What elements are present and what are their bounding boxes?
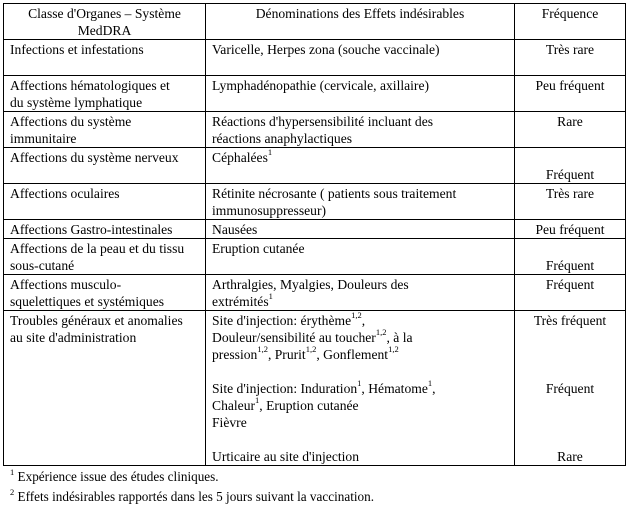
header-effect-names: Dénominations des Effets indésirables — [206, 4, 515, 40]
effect-cell: Arthralgies, Myalgies, Douleurs des extrémités$^1$ — [206, 275, 515, 311]
effect-cell: Eruption cutanée — [206, 239, 515, 275]
frequency-cell: Rare — [515, 112, 626, 148]
frequency-cell: Fréquent — [515, 275, 626, 311]
effect-cell: Lymphadénopathie (cervicale, axillaire) — [206, 76, 515, 112]
footnotes — [3, 467, 625, 507]
adverse-effects-document — [3, 3, 625, 507]
frequency-cell: Peu fréquent — [515, 76, 626, 112]
organ-class-cell: Troubles généraux et anomalies au site d'administration — [4, 311, 206, 466]
organ-class-cell: Affections oculaires — [4, 184, 206, 220]
table-row — [4, 220, 626, 239]
table-row — [4, 76, 626, 112]
table-row — [4, 112, 626, 148]
table-row — [4, 275, 626, 311]
header-frequency: Fréquence — [515, 4, 626, 40]
table-row — [4, 239, 626, 275]
table-row — [4, 311, 626, 466]
table-row — [4, 40, 626, 76]
frequency-cell: Fréquent — [515, 239, 626, 275]
frequency-cell: Peu fréquent — [515, 220, 626, 239]
frequency-cell: Fréquent — [515, 148, 626, 184]
organ-class-cell: Affections du système immunitaire — [4, 112, 206, 148]
effect-cell: Nausées — [206, 220, 515, 239]
organ-class-cell: Affections de la peau et du tissu sous-cutané — [4, 239, 206, 275]
footnote: $^1$ Expérience issue des études cliniques. — [10, 466, 219, 484]
effect-cell: Rétinite nécrosante ( patients sous traitement immunosuppresseur) — [206, 184, 515, 220]
organ-class-cell: Affections du système nerveux — [4, 148, 206, 184]
effect-cell: Varicelle, Herpes zona (souche vaccinale) — [206, 40, 515, 76]
table-row — [4, 148, 626, 184]
header-organ-class: Classe d'Organes – Système MedDRA — [4, 4, 206, 40]
footnote: $^2$ Effets indésirables rapportés dans les 5 jours suivant la vaccination. — [10, 486, 375, 504]
effect-cell: Site d'injection: érythème$^{1,2}$, Douleur/sensibilité au toucher$^{1,2}$, à la pression$^{1,2}$, Prurit$^{1,2}$, Gonflement$^{1,2}$ Site d'injection: Induration$^1$, Hématome$^1$, Chaleur$^1$, Eruption cutanée Fièvre Urticaire au site d'injection — [206, 311, 515, 466]
adverse-effects-table — [3, 3, 626, 466]
organ-class-cell: Affections musculo- squelettiques et systémiques — [4, 275, 206, 311]
frequency-cell: Très rare — [515, 40, 626, 76]
effect-cell: Réactions d'hypersensibilité incluant des réactions anaphylactiques — [206, 112, 515, 148]
frequency-cell: Très rare — [515, 184, 626, 220]
effect-cell: Céphalées$^1$ — [206, 148, 515, 184]
organ-class-cell: Affections Gastro-intestinales — [4, 220, 206, 239]
table-header-row — [4, 4, 626, 40]
table-row — [4, 184, 626, 220]
organ-class-cell: Infections et infestations — [4, 40, 206, 76]
organ-class-cell: Affections hématologiques et du système lymphatique — [4, 76, 206, 112]
frequency-cell: Très fréquent Fréquent Rare — [515, 311, 626, 466]
